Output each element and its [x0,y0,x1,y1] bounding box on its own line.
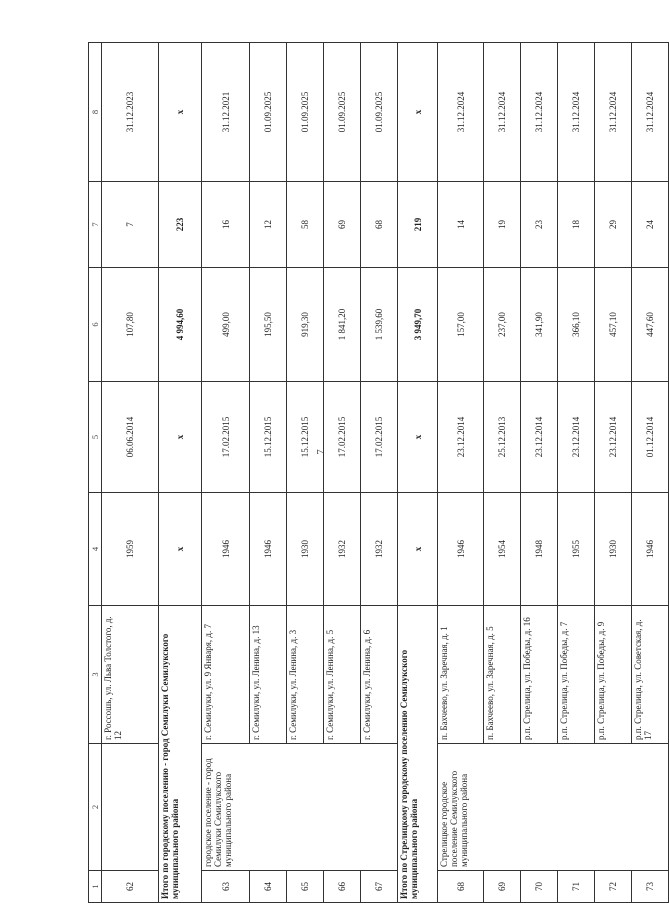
address-cell: г. Семилуки, ул. Ленина, д. 13 [250,606,287,744]
year-cell: 1932 [324,493,361,606]
date-cell: 25.12.2013 [484,382,521,493]
year-cell: 1954 [484,493,521,606]
people-cell: 14 [438,182,484,268]
address-cell: р.п. Стрелица, ул. Победы, д. 9 [595,606,632,744]
people-cell: 18 [558,182,595,268]
row-number: 62 [102,871,159,903]
people-cell: 12 [250,182,287,268]
date-cell: x [159,382,202,493]
year-cell: 1946 [438,493,484,606]
year-cell: x [398,493,438,606]
row-number: 65 [287,871,324,903]
deadline-cell: x [398,43,438,182]
row-number: 73 [632,871,669,903]
column-number: 4 [89,493,102,606]
deadline-cell: 01.09.2025 [287,43,324,182]
deadline-cell: 31.12.2024 [484,43,521,182]
year-cell: 1955 [558,493,595,606]
people-cell: 68 [361,182,398,268]
area-cell: 457,10 [595,268,632,382]
column-number: 1 [89,871,102,903]
year-cell: 1946 [632,493,669,606]
date-cell: 17.02.2015 [361,382,398,493]
row-number: 66 [324,871,361,903]
column-number: 6 [89,268,102,382]
settlement-cell: городское поселение - город Семилуки Семилукского муниципального района [202,744,398,871]
address-cell: р.п. Стрелица, ул. Победы, д. 16 [521,606,558,744]
row-number: 64 [250,871,287,903]
people-cell: 58 [287,182,324,268]
row-number: 68 [438,871,484,903]
page-number: 7 [314,449,327,455]
address-cell: г. Семилуки, ул. Ленина, д. 5 [324,606,361,744]
header-row [89,43,102,903]
people-cell: 23 [521,182,558,268]
year-cell: 1946 [202,493,250,606]
people-cell: 19 [484,182,521,268]
year-cell: 1946 [250,493,287,606]
people-cell: 29 [595,182,632,268]
people-cell: 69 [324,182,361,268]
area-cell: 107,80 [102,268,159,382]
date-cell: x [398,382,438,493]
area-cell: 341,90 [521,268,558,382]
housing-table [88,42,669,903]
date-cell: 06.06.2014 [102,382,159,493]
date-cell: 01.12.2014 [632,382,669,493]
row-number: 63 [202,871,250,903]
date-cell: 23.12.2014 [521,382,558,493]
column-number: 3 [89,606,102,744]
people-cell: 223 [159,182,202,268]
area-cell: 4 994,60 [159,268,202,382]
deadline-cell: x [159,43,202,182]
address-cell: р.п. Стрелица, ул. Советская, д. 17 [632,606,669,744]
column-number: 8 [89,43,102,182]
people-cell: 24 [632,182,669,268]
row-number: 71 [558,871,595,903]
table-row [202,43,250,903]
deadline-cell: 31.12.2024 [521,43,558,182]
area-cell: 1 841,20 [324,268,361,382]
address-cell: г. Семилуки, ул. Ленина, д. 6 [361,606,398,744]
people-cell: 7 [102,182,159,268]
date-cell: 23.12.2014 [595,382,632,493]
deadline-cell: 31.12.2024 [558,43,595,182]
area-cell: 3 949,70 [398,268,438,382]
people-cell: 16 [202,182,250,268]
settlement-cell [102,744,159,871]
year-cell: x [159,493,202,606]
area-cell: 1 539,60 [361,268,398,382]
date-cell: 17.02.2015 [324,382,361,493]
table-row [438,43,484,903]
deadline-cell: 31.12.2024 [632,43,669,182]
address-cell: г. Семилуки, ул. Ленина, д. 3 [287,606,324,744]
column-number: 7 [89,182,102,268]
date-cell: 15.12.2015 [287,382,324,493]
year-cell: 1930 [595,493,632,606]
deadline-cell: 01.09.2025 [324,43,361,182]
area-cell: 237,00 [484,268,521,382]
address-cell: г. Семилуки, ул. 9 Января, д. 7 [202,606,250,744]
area-cell: 919,30 [287,268,324,382]
area-cell: 157,00 [438,268,484,382]
column-number: 2 [89,744,102,871]
subtotal-label: Итого по Стрелицкому городскому поселению Семилукского муниципального района [398,606,438,903]
row-number: 69 [484,871,521,903]
year-cell: 1959 [102,493,159,606]
deadline-cell: 01.09.2025 [250,43,287,182]
row-number: 72 [595,871,632,903]
table-rotator [88,43,655,903]
date-cell: 15.12.2015 [250,382,287,493]
address-cell: п. Бахчеево, ул. Заречная, д. 1 [438,606,484,744]
row-number: 70 [521,871,558,903]
deadline-cell: 31.12.2021 [202,43,250,182]
settlement-cell: Стрелицкое городское поселение Семилукского муниципального района [438,744,669,871]
year-cell: 1932 [361,493,398,606]
column-number: 5 [89,382,102,493]
subtotal-label: Итого по городскому поселению - город Семилуки Семилукского муниципального района [159,606,202,903]
subtotal-row [398,43,438,903]
deadline-cell: 31.12.2024 [595,43,632,182]
people-cell: 219 [398,182,438,268]
year-cell: 1930 [287,493,324,606]
area-cell: 366,10 [558,268,595,382]
subtotal-row [159,43,202,903]
deadline-cell: 01.09.2025 [361,43,398,182]
area-cell: 447,60 [632,268,669,382]
address-cell: г. Россошь, ул. Льва Толстого, д. 12 [102,606,159,744]
row-number: 67 [361,871,398,903]
table-row [102,43,159,903]
year-cell: 1948 [521,493,558,606]
area-cell: 195,50 [250,268,287,382]
deadline-cell: 31.12.2023 [102,43,159,182]
deadline-cell: 31.12.2024 [438,43,484,182]
date-cell: 23.12.2014 [558,382,595,493]
date-cell: 17.02.2015 [202,382,250,493]
date-cell: 23.12.2014 [438,382,484,493]
address-cell: п. Бахчеево, ул. Заречная, д. 5 [484,606,521,744]
area-cell: 499,00 [202,268,250,382]
address-cell: р.п. Стрелица, ул. Победы, д. 7 [558,606,595,744]
